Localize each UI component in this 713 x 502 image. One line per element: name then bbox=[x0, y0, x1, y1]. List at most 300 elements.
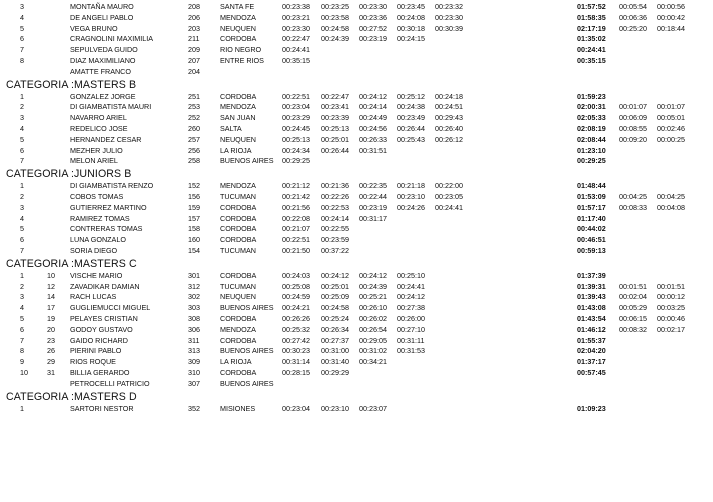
gap-leader-cell: 00:05:29 bbox=[619, 303, 647, 313]
lap-time-cell: 00:22:08 bbox=[282, 213, 310, 223]
lap-time-cell: 00:23:30 bbox=[359, 2, 387, 11]
province-cell: TUCUMAN bbox=[220, 245, 256, 255]
gap-leader-cell: 00:08:32 bbox=[619, 324, 647, 334]
result-row bbox=[0, 336, 713, 347]
province-cell: CORDOBA bbox=[220, 34, 257, 44]
total-time-cell: 01:37:17 bbox=[577, 357, 606, 367]
bib-cell: 301 bbox=[188, 270, 200, 280]
lap-time-cell: 00:27:38 bbox=[397, 303, 425, 313]
lap-time-cell: 00:26:34 bbox=[321, 324, 349, 334]
gap-leader-cell: 00:06:09 bbox=[619, 113, 647, 123]
lap-time-cell: 00:31:40 bbox=[321, 357, 349, 367]
lap-time-cell: 00:25:13 bbox=[282, 134, 310, 144]
lap-time-cell: 00:29:43 bbox=[435, 113, 463, 123]
bib-cell: 206 bbox=[188, 12, 200, 22]
result-row bbox=[0, 246, 713, 257]
lap-time-cell: 00:25:24 bbox=[321, 313, 349, 323]
province-cell: CORDOBA bbox=[220, 213, 257, 223]
lap-time-cell: 00:31:51 bbox=[359, 145, 387, 155]
total-time-cell: 01:57:17 bbox=[577, 202, 606, 212]
result-row bbox=[0, 357, 713, 368]
lap-time-cell: 00:21:50 bbox=[282, 245, 310, 255]
position-cell: 10 bbox=[20, 367, 28, 377]
total-time-cell: 01:09:23 bbox=[577, 403, 606, 413]
position-cell: 6 bbox=[20, 235, 24, 245]
gap-leader-cell: 00:08:33 bbox=[619, 202, 647, 212]
province-cell: CORDOBA bbox=[220, 335, 257, 345]
lap-time-cell: 00:30:18 bbox=[397, 23, 425, 33]
category-section bbox=[0, 390, 713, 415]
lap-time-cell: 00:23:30 bbox=[282, 23, 310, 33]
position-cell: 2 bbox=[20, 191, 24, 201]
position-cell: 6 bbox=[20, 145, 24, 155]
lap-time-cell: 00:24:12 bbox=[397, 292, 425, 302]
province-cell: LA RIOJA bbox=[220, 357, 252, 367]
position-cell: 5 bbox=[20, 313, 24, 323]
total-time-cell: 02:08:44 bbox=[577, 134, 606, 144]
lap-time-cell: 00:22:00 bbox=[435, 181, 463, 191]
province-cell: TUCUMAN bbox=[220, 191, 256, 201]
gap-previous-cell: 00:00:12 bbox=[657, 292, 685, 302]
bib-cell: 157 bbox=[188, 213, 200, 223]
lap-time-cell: 00:29:29 bbox=[321, 367, 349, 377]
total-time-cell: 01:57:52 bbox=[577, 2, 606, 11]
province-cell: CORDOBA bbox=[220, 224, 257, 234]
lap-time-cell: 00:24:41 bbox=[397, 281, 425, 291]
category-section bbox=[0, 2, 713, 78]
total-time-cell: 00:57:45 bbox=[577, 367, 606, 377]
total-time-cell: 01:58:35 bbox=[577, 12, 606, 22]
position-cell: 6 bbox=[20, 34, 24, 44]
gap-leader-cell: 00:02:04 bbox=[619, 292, 647, 302]
lap-time-cell: 00:25:12 bbox=[397, 91, 425, 101]
lap-time-cell: 00:23:30 bbox=[435, 12, 463, 22]
total-time-cell: 01:55:37 bbox=[577, 335, 606, 345]
number-cell: 14 bbox=[47, 292, 55, 302]
gap-previous-cell: 00:02:17 bbox=[657, 324, 685, 334]
province-cell: MISIONES bbox=[220, 403, 256, 413]
lap-time-cell: 00:24:12 bbox=[321, 270, 349, 280]
lap-time-cell: 00:25:01 bbox=[321, 134, 349, 144]
bib-cell: 204 bbox=[188, 66, 200, 76]
lap-time-cell: 00:29:05 bbox=[359, 335, 387, 345]
bib-cell: 306 bbox=[188, 324, 200, 334]
position-cell: 9 bbox=[20, 357, 24, 367]
result-row bbox=[0, 303, 713, 314]
category-heading: CATEGORIA :MASTERS D bbox=[6, 390, 137, 403]
lap-time-cell: 00:22:51 bbox=[282, 91, 310, 101]
province-cell: BUENOS AIRES bbox=[220, 303, 274, 313]
lap-time-cell: 00:24:21 bbox=[282, 303, 310, 313]
position-cell: 3 bbox=[20, 292, 24, 302]
lap-time-cell: 00:23:59 bbox=[321, 235, 349, 245]
lap-time-cell: 00:24:51 bbox=[435, 102, 463, 112]
lap-time-cell: 00:23:32 bbox=[435, 2, 463, 11]
lap-time-cell: 00:24:12 bbox=[359, 91, 387, 101]
total-time-cell: 01:35:02 bbox=[577, 34, 606, 44]
position-cell: 3 bbox=[20, 113, 24, 123]
result-row bbox=[0, 34, 713, 45]
rider-name-cell: SORIA DIEGO bbox=[70, 245, 118, 255]
province-cell: SAN JUAN bbox=[220, 113, 256, 123]
rider-name-cell: MELON ARIEL bbox=[70, 156, 118, 166]
number-cell: 31 bbox=[47, 367, 55, 377]
bib-cell: 352 bbox=[188, 403, 200, 413]
bib-cell: 154 bbox=[188, 245, 200, 255]
result-row bbox=[0, 92, 713, 103]
position-cell: 7 bbox=[20, 45, 24, 55]
position-cell: 1 bbox=[20, 403, 24, 413]
lap-time-cell: 00:24:14 bbox=[321, 213, 349, 223]
result-row bbox=[0, 224, 713, 235]
result-row bbox=[0, 124, 713, 135]
position-cell: 1 bbox=[20, 181, 24, 191]
lap-time-cell: 00:22:55 bbox=[321, 224, 349, 234]
total-time-cell: 01:46:12 bbox=[577, 324, 606, 334]
total-time-cell: 01:23:10 bbox=[577, 145, 606, 155]
lap-time-cell: 00:23:10 bbox=[397, 191, 425, 201]
position-cell: 8 bbox=[20, 55, 24, 65]
gap-previous-cell: 00:04:25 bbox=[657, 191, 685, 201]
bib-cell: 152 bbox=[188, 181, 200, 191]
position-cell: 5 bbox=[20, 134, 24, 144]
result-row bbox=[0, 271, 713, 282]
position-cell: 7 bbox=[20, 335, 24, 345]
rider-name-cell: GAIDO RICHARD bbox=[70, 335, 128, 345]
number-cell: 29 bbox=[47, 357, 55, 367]
lap-time-cell: 00:23:49 bbox=[397, 113, 425, 123]
rider-name-cell: MONTAÑA MAURO bbox=[70, 2, 134, 11]
lap-time-cell: 00:31:14 bbox=[282, 357, 310, 367]
bib-cell: 158 bbox=[188, 224, 200, 234]
rider-name-cell: GODOY GUSTAVO bbox=[70, 324, 133, 334]
gap-previous-cell: 00:00:56 bbox=[657, 2, 685, 11]
position-cell: 5 bbox=[20, 224, 24, 234]
total-time-cell: 01:53:09 bbox=[577, 191, 606, 201]
lap-time-cell: 00:21:42 bbox=[282, 191, 310, 201]
lap-time-cell: 00:22:53 bbox=[321, 202, 349, 212]
lap-time-cell: 00:24:03 bbox=[282, 270, 310, 280]
lap-time-cell: 00:24:41 bbox=[282, 45, 310, 55]
result-row bbox=[0, 13, 713, 24]
result-row bbox=[0, 135, 713, 146]
rider-name-cell: VEGA BRUNO bbox=[70, 23, 118, 33]
result-row bbox=[0, 24, 713, 35]
lap-time-cell: 00:24:45 bbox=[282, 123, 310, 133]
result-row bbox=[0, 203, 713, 214]
lap-time-cell: 00:27:10 bbox=[397, 324, 425, 334]
bib-cell: 312 bbox=[188, 281, 200, 291]
rider-name-cell: MEZHER JULIO bbox=[70, 145, 123, 155]
gap-previous-cell: 00:05:01 bbox=[657, 113, 685, 123]
rider-name-cell: SEPULVEDA GUIDO bbox=[70, 45, 138, 55]
gap-previous-cell: 00:00:25 bbox=[657, 134, 685, 144]
rider-name-cell: DE ANGELI PABLO bbox=[70, 12, 134, 22]
lap-time-cell: 00:23:19 bbox=[359, 202, 387, 212]
lap-time-cell: 00:22:26 bbox=[321, 191, 349, 201]
lap-time-cell: 00:22:51 bbox=[282, 235, 310, 245]
lap-time-cell: 00:26:44 bbox=[397, 123, 425, 133]
lap-time-cell: 00:35:15 bbox=[282, 55, 310, 65]
lap-time-cell: 00:26:00 bbox=[397, 313, 425, 323]
bib-cell: 211 bbox=[188, 34, 200, 44]
gap-leader-cell: 00:06:36 bbox=[619, 12, 647, 22]
number-cell: 17 bbox=[47, 303, 55, 313]
province-cell: BUENOS AIRES bbox=[220, 378, 274, 388]
result-row bbox=[0, 346, 713, 357]
lap-time-cell: 00:25:01 bbox=[321, 281, 349, 291]
result-row bbox=[0, 2, 713, 13]
lap-time-cell: 00:25:43 bbox=[397, 134, 425, 144]
lap-time-cell: 00:23:05 bbox=[435, 191, 463, 201]
position-cell: 5 bbox=[20, 23, 24, 33]
lap-time-cell: 00:31:17 bbox=[359, 213, 387, 223]
province-cell: CORDOBA bbox=[220, 313, 257, 323]
result-row bbox=[0, 146, 713, 157]
result-row bbox=[0, 45, 713, 56]
bib-cell: 313 bbox=[188, 346, 200, 356]
province-cell: CORDOBA bbox=[220, 270, 257, 280]
gap-leader-cell: 00:04:25 bbox=[619, 191, 647, 201]
lap-time-cell: 00:25:09 bbox=[321, 292, 349, 302]
province-cell: RIO NEGRO bbox=[220, 45, 262, 55]
bib-cell: 208 bbox=[188, 2, 200, 11]
lap-time-cell: 00:31:00 bbox=[321, 346, 349, 356]
province-cell: CORDOBA bbox=[220, 91, 257, 101]
bib-cell: 209 bbox=[188, 45, 200, 55]
bib-cell: 207 bbox=[188, 55, 200, 65]
rider-name-cell: RACH LUCAS bbox=[70, 292, 117, 302]
province-cell: LA RIOJA bbox=[220, 145, 252, 155]
lap-time-cell: 00:27:52 bbox=[359, 23, 387, 33]
number-cell: 26 bbox=[47, 346, 55, 356]
total-time-cell: 00:24:41 bbox=[577, 45, 606, 55]
category-section bbox=[0, 167, 713, 257]
total-time-cell: 00:35:15 bbox=[577, 55, 606, 65]
lap-time-cell: 00:24:41 bbox=[435, 202, 463, 212]
lap-time-cell: 00:26:33 bbox=[359, 134, 387, 144]
result-row bbox=[0, 368, 713, 379]
category-heading: CATEGORIA :MASTERS C bbox=[6, 257, 137, 270]
bib-cell: 310 bbox=[188, 367, 200, 377]
lap-time-cell: 00:23:39 bbox=[321, 113, 349, 123]
position-cell: 4 bbox=[20, 303, 24, 313]
gap-previous-cell: 00:04:08 bbox=[657, 202, 685, 212]
gap-leader-cell: 00:05:54 bbox=[619, 2, 647, 11]
result-row bbox=[0, 325, 713, 336]
category-section bbox=[0, 78, 713, 168]
bib-cell: 252 bbox=[188, 113, 200, 123]
province-cell: NEUQUEN bbox=[220, 23, 256, 33]
result-row bbox=[0, 314, 713, 325]
gap-leader-cell: 00:06:15 bbox=[619, 313, 647, 323]
gap-previous-cell: 00:18:44 bbox=[657, 23, 685, 33]
lap-time-cell: 00:23:45 bbox=[397, 2, 425, 11]
result-row bbox=[0, 282, 713, 293]
rider-name-cell: LUNA GONZALO bbox=[70, 235, 126, 245]
lap-time-cell: 00:26:44 bbox=[321, 145, 349, 155]
lap-time-cell: 00:21:36 bbox=[321, 181, 349, 191]
lap-time-cell: 00:23:36 bbox=[359, 12, 387, 22]
lap-time-cell: 00:21:56 bbox=[282, 202, 310, 212]
lap-time-cell: 00:24:38 bbox=[397, 102, 425, 112]
gap-leader-cell: 00:01:51 bbox=[619, 281, 647, 291]
total-time-cell: 02:04:20 bbox=[577, 346, 606, 356]
total-time-cell: 01:37:39 bbox=[577, 270, 606, 280]
position-cell: 1 bbox=[20, 91, 24, 101]
rider-name-cell: VISCHE MARIO bbox=[70, 270, 123, 280]
rider-name-cell: GUTIERREZ MARTINO bbox=[70, 202, 147, 212]
position-cell: 3 bbox=[20, 202, 24, 212]
province-cell: BUENOS AIRES bbox=[220, 346, 274, 356]
province-cell: NEUQUEN bbox=[220, 134, 256, 144]
lap-time-cell: 00:24:39 bbox=[359, 281, 387, 291]
lap-time-cell: 00:23:29 bbox=[282, 113, 310, 123]
bib-cell: 258 bbox=[188, 156, 200, 166]
gap-previous-cell: 00:01:51 bbox=[657, 281, 685, 291]
province-cell: NEUQUEN bbox=[220, 292, 256, 302]
province-cell: CORDOBA bbox=[220, 235, 257, 245]
gap-previous-cell: 00:01:07 bbox=[657, 102, 685, 112]
lap-time-cell: 00:23:38 bbox=[282, 2, 310, 11]
lap-time-cell: 00:24:34 bbox=[282, 145, 310, 155]
result-row bbox=[0, 56, 713, 67]
province-cell: ENTRE RIOS bbox=[220, 55, 264, 65]
bib-cell: 159 bbox=[188, 202, 200, 212]
province-cell: MENDOZA bbox=[220, 181, 256, 191]
bib-cell: 303 bbox=[188, 303, 200, 313]
rider-name-cell: CRAGNOLINI MAXIMILIA bbox=[70, 34, 154, 44]
lap-time-cell: 00:25:13 bbox=[321, 123, 349, 133]
province-cell: CORDOBA bbox=[220, 202, 257, 212]
total-time-cell: 00:44:02 bbox=[577, 224, 606, 234]
lap-time-cell: 00:24:26 bbox=[397, 202, 425, 212]
result-row bbox=[0, 379, 713, 390]
category-heading: CATEGORIA :MASTERS B bbox=[6, 78, 137, 91]
position-cell: 1 bbox=[20, 270, 24, 280]
result-row bbox=[0, 102, 713, 113]
lap-time-cell: 00:22:47 bbox=[282, 34, 310, 44]
gap-leader-cell: 00:09:20 bbox=[619, 134, 647, 144]
position-cell: 8 bbox=[20, 346, 24, 356]
lap-time-cell: 00:24:08 bbox=[397, 12, 425, 22]
result-row bbox=[0, 181, 713, 192]
result-row bbox=[0, 67, 713, 78]
total-time-cell: 01:43:54 bbox=[577, 313, 606, 323]
gap-previous-cell: 00:00:42 bbox=[657, 12, 685, 22]
rider-name-cell: PELAYES CRISTIAN bbox=[70, 313, 138, 323]
gap-previous-cell: 00:00:46 bbox=[657, 313, 685, 323]
lap-time-cell: 00:23:10 bbox=[321, 403, 349, 413]
lap-time-cell: 00:26:12 bbox=[435, 134, 463, 144]
result-row bbox=[0, 214, 713, 225]
bib-cell: 309 bbox=[188, 357, 200, 367]
lap-time-cell: 00:22:47 bbox=[321, 91, 349, 101]
position-cell: 7 bbox=[20, 156, 24, 166]
lap-time-cell: 00:27:42 bbox=[282, 335, 310, 345]
province-cell: BUENOS AIRES bbox=[220, 156, 274, 166]
number-cell: 10 bbox=[47, 270, 55, 280]
number-cell: 23 bbox=[47, 335, 55, 345]
gap-previous-cell: 00:03:25 bbox=[657, 303, 685, 313]
total-time-cell: 02:05:33 bbox=[577, 113, 606, 123]
lap-time-cell: 00:23:04 bbox=[282, 102, 310, 112]
lap-time-cell: 00:31:02 bbox=[359, 346, 387, 356]
lap-time-cell: 00:28:15 bbox=[282, 367, 310, 377]
rider-name-cell: GONZALEZ JORGE bbox=[70, 91, 136, 101]
lap-time-cell: 00:31:11 bbox=[397, 335, 425, 345]
lap-time-cell: 00:30:23 bbox=[282, 346, 310, 356]
lap-time-cell: 00:21:07 bbox=[282, 224, 310, 234]
total-time-cell: 00:59:13 bbox=[577, 245, 606, 255]
position-cell: 2 bbox=[20, 281, 24, 291]
rider-name-cell: CONTRERAS TOMAS bbox=[70, 224, 143, 234]
gap-leader-cell: 00:01:07 bbox=[619, 102, 647, 112]
lap-time-cell: 00:26:10 bbox=[359, 303, 387, 313]
lap-time-cell: 00:21:18 bbox=[397, 181, 425, 191]
total-time-cell: 01:39:31 bbox=[577, 281, 606, 291]
category-heading: CATEGORIA :JUNIORS B bbox=[6, 168, 132, 181]
bib-cell: 251 bbox=[188, 91, 200, 101]
rider-name-cell: ZAVADIKAR DAMIAN bbox=[70, 281, 140, 291]
lap-time-cell: 00:23:41 bbox=[321, 102, 349, 112]
lap-time-cell: 00:22:35 bbox=[359, 181, 387, 191]
bib-cell: 311 bbox=[188, 335, 200, 345]
lap-time-cell: 00:25:10 bbox=[397, 270, 425, 280]
rider-name-cell: PIERINI PABLO bbox=[70, 346, 122, 356]
lap-time-cell: 00:24:14 bbox=[359, 102, 387, 112]
lap-time-cell: 00:25:08 bbox=[282, 281, 310, 291]
lap-time-cell: 00:22:44 bbox=[359, 191, 387, 201]
lap-time-cell: 00:34:21 bbox=[359, 357, 387, 367]
lap-time-cell: 00:24:18 bbox=[435, 91, 463, 101]
position-cell: 4 bbox=[20, 213, 24, 223]
lap-time-cell: 00:26:40 bbox=[435, 123, 463, 133]
rider-name-cell: SARTORI NESTOR bbox=[70, 403, 134, 413]
lap-time-cell: 00:23:21 bbox=[282, 12, 310, 22]
rider-name-cell: DI GIAMBATISTA MAURI bbox=[70, 102, 152, 112]
rider-name-cell: DI GIAMBATISTA RENZO bbox=[70, 181, 154, 191]
rider-name-cell: REDELICO JOSE bbox=[70, 123, 128, 133]
lap-time-cell: 00:24:58 bbox=[321, 23, 349, 33]
bib-cell: 308 bbox=[188, 313, 200, 323]
bib-cell: 256 bbox=[188, 145, 200, 155]
position-cell: 7 bbox=[20, 245, 24, 255]
total-time-cell: 01:48:44 bbox=[577, 181, 606, 191]
lap-time-cell: 00:25:21 bbox=[359, 292, 387, 302]
lap-time-cell: 00:24:58 bbox=[321, 303, 349, 313]
total-time-cell: 01:17:40 bbox=[577, 213, 606, 223]
lap-time-cell: 00:37:22 bbox=[321, 245, 349, 255]
lap-time-cell: 00:26:54 bbox=[359, 324, 387, 334]
rider-name-cell: BILLIA GERARDO bbox=[70, 367, 130, 377]
lap-time-cell: 00:27:37 bbox=[321, 335, 349, 345]
rider-name-cell: AMATTE FRANCO bbox=[70, 66, 131, 76]
gap-previous-cell: 00:02:46 bbox=[657, 123, 685, 133]
lap-time-cell: 00:30:39 bbox=[435, 23, 463, 33]
lap-time-cell: 00:26:02 bbox=[359, 313, 387, 323]
bib-cell: 257 bbox=[188, 134, 200, 144]
result-row bbox=[0, 192, 713, 203]
lap-time-cell: 00:29:25 bbox=[282, 156, 310, 166]
lap-time-cell: 00:31:53 bbox=[397, 346, 425, 356]
rider-name-cell: HERNANDEZ CESAR bbox=[70, 134, 142, 144]
total-time-cell: 01:39:43 bbox=[577, 292, 606, 302]
lap-time-cell: 00:24:59 bbox=[282, 292, 310, 302]
province-cell: MENDOZA bbox=[220, 12, 256, 22]
total-time-cell: 02:08:19 bbox=[577, 123, 606, 133]
lap-time-cell: 00:21:12 bbox=[282, 181, 310, 191]
